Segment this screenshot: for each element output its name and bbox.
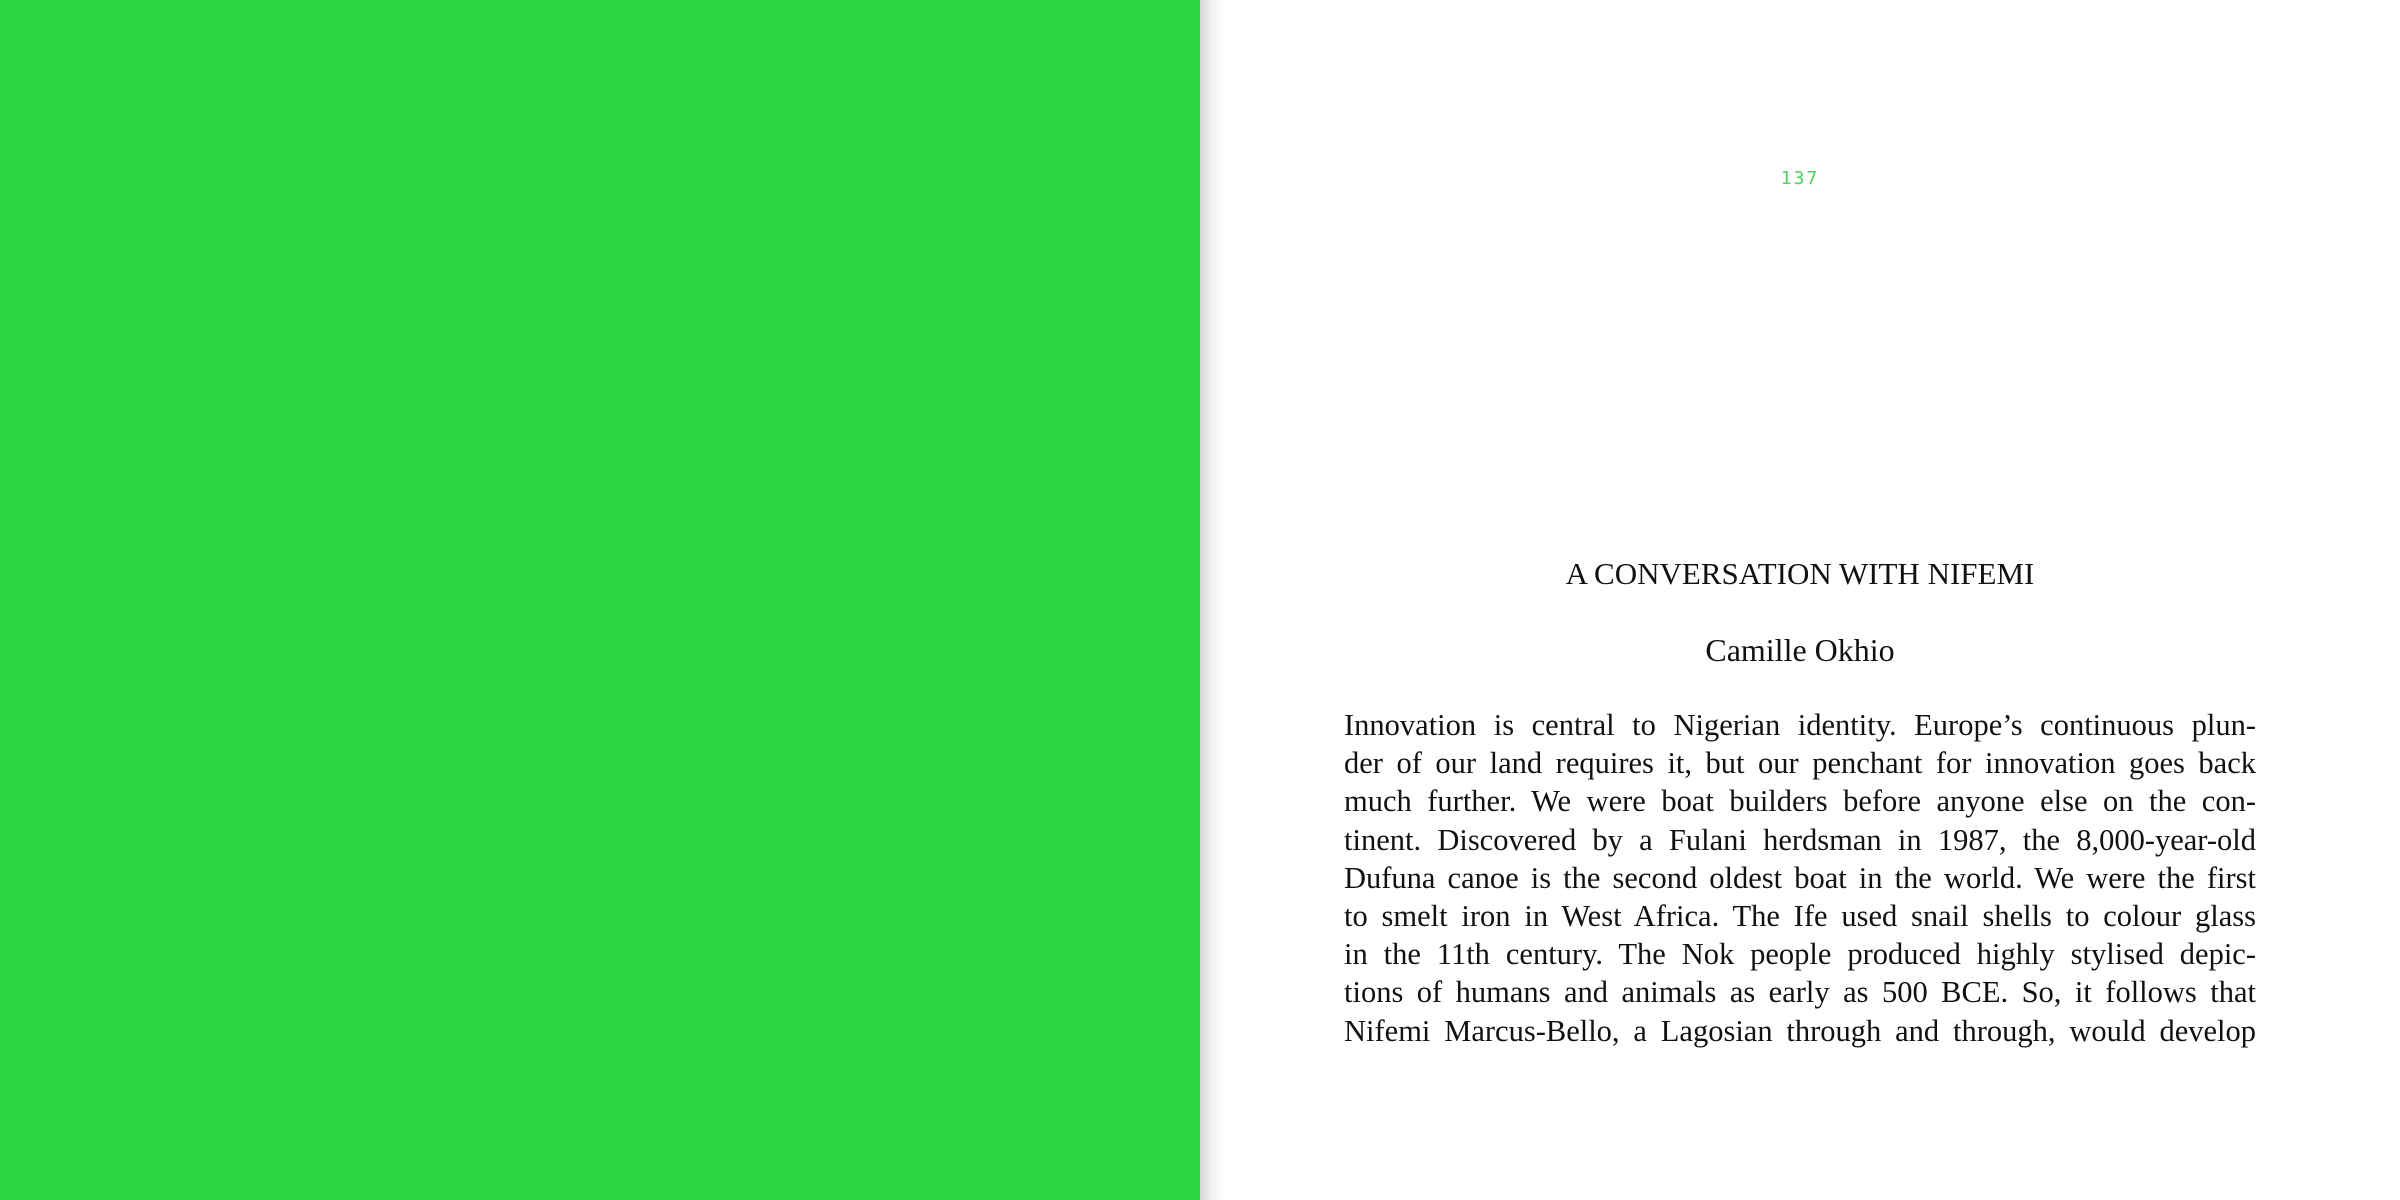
body-line: der of our land requires it, but our penchant for innovation goes back <box>1344 746 2256 781</box>
body-line: in the 11th century. The Nok people produced highly stylised depic- <box>1344 937 2256 972</box>
page-number: 137 <box>1780 168 1820 189</box>
body-line: to smelt iron in West Africa. The Ife used snail shells to colour glass <box>1344 899 2256 934</box>
article-title: A CONVERSATION WITH NIFEMI <box>1565 556 2035 591</box>
body-line: Dufuna canoe is the second oldest boat in the world. We were the first <box>1344 860 2256 895</box>
body-line: tinent. Discovered by a Fulani herdsman in 1987, the 8,000-year-old <box>1344 822 2256 857</box>
right-page <box>1200 0 2400 1200</box>
body-line: much further. We were boat builders before anyone else on the con- <box>1344 784 2256 819</box>
article-author: Camille Okhio <box>1705 632 1895 668</box>
body-line: Innovation is central to Nigerian identity. Europe’s continuous plun- <box>1344 708 2256 742</box>
article-body <box>1344 706 2256 1050</box>
body-line: Nifemi Marcus-Bello, a Lagosian through and through, would develop <box>1344 1013 2256 1048</box>
body-line: tions of humans and animals as early as 500 BCE. So, it follows that <box>1344 975 2256 1010</box>
